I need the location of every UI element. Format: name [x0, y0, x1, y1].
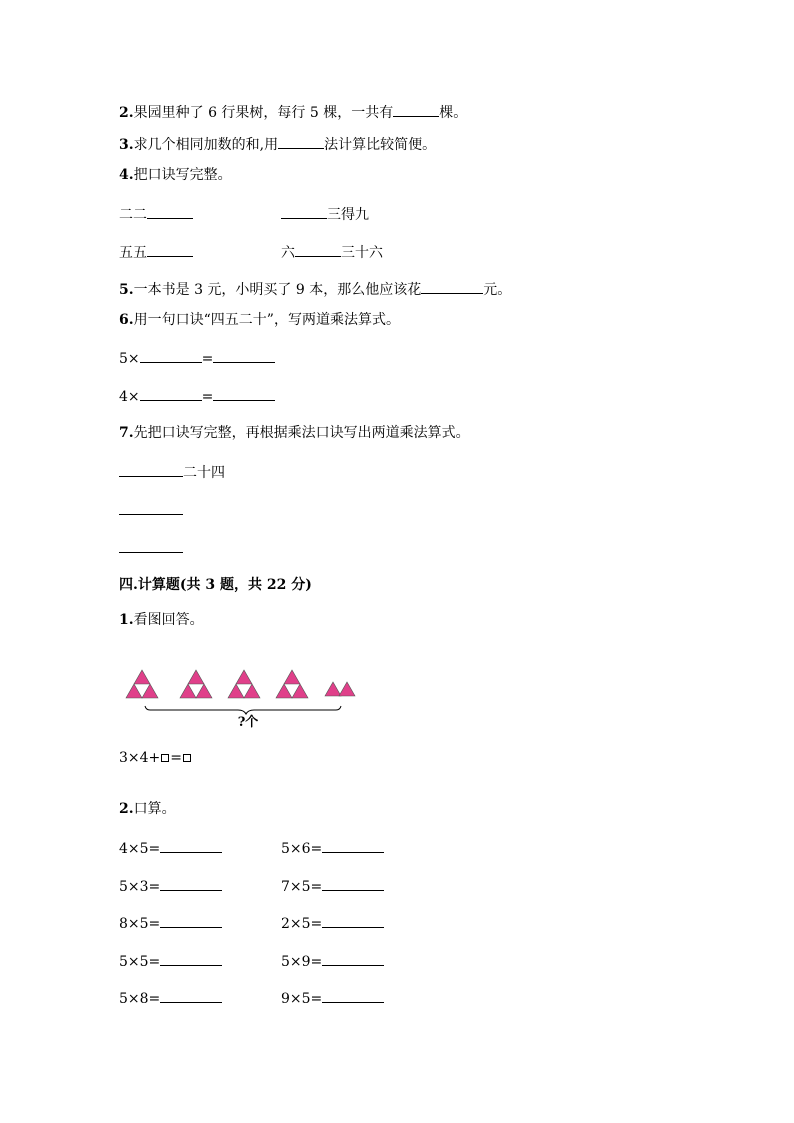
oral-calc-item: [119, 988, 222, 1008]
rhyme-row-2-right: [281, 242, 383, 262]
answer-blank[interactable]: [213, 386, 275, 401]
question-5: [119, 279, 511, 299]
brace-label: ?个: [237, 715, 259, 730]
answer-blank[interactable]: [119, 500, 183, 515]
rhyme-text: 三得九: [327, 207, 369, 223]
rhyme-fill-line: [119, 462, 225, 482]
calc-expression: 8×5=: [119, 916, 161, 932]
answer-blank[interactable]: [278, 134, 324, 149]
question-text: 口算。: [133, 801, 176, 817]
question-text: 法计算比较简便。: [324, 137, 437, 153]
calc-expression: 9×5=: [281, 991, 323, 1007]
question-7: [119, 424, 470, 442]
rhyme-row-1-left: [119, 204, 193, 224]
rhyme-row-2-left: [119, 242, 193, 262]
triangle-icon: [142, 684, 158, 698]
rhyme-text: 二二: [119, 207, 147, 223]
answer-blank[interactable]: [281, 204, 327, 219]
section-heading: 四.计算题(共 3 题，共 22 分): [119, 577, 312, 593]
triangle-figure: [118, 662, 358, 732]
question-number: 6.: [119, 312, 134, 328]
answer-blank[interactable]: [322, 876, 384, 891]
triangle-icon: [325, 682, 341, 696]
question-number: 2.: [119, 801, 134, 817]
triangle-icon: [276, 684, 292, 698]
triangle-icon: [126, 684, 142, 698]
question-text: 求几个相同加数的和,用: [133, 137, 279, 153]
equation-blank-line-2: [119, 538, 183, 558]
question-6: [119, 311, 400, 329]
calc-expression: 5×3=: [119, 878, 161, 895]
triangle-icon: [180, 684, 196, 698]
answer-blank[interactable]: [393, 102, 439, 117]
equation-line-2: [119, 386, 275, 406]
equals-sign: =: [201, 389, 214, 405]
answer-blank[interactable]: [322, 951, 384, 966]
question-number: 4.: [119, 167, 134, 183]
answer-blank[interactable]: [160, 913, 222, 928]
question-text: 先把口诀写完整，再根据乘法口诀写出两道乘法算式。: [133, 425, 470, 441]
expression-text: 3×4+: [119, 750, 161, 766]
question-number: 2.: [119, 105, 134, 121]
answer-blank[interactable]: [160, 988, 222, 1003]
oral-calc-item: [119, 951, 222, 971]
oral-calc-item: [281, 876, 384, 896]
oral-calc-item: [119, 876, 222, 896]
answer-box[interactable]: [183, 754, 191, 762]
calc-expression: 4×5=: [119, 841, 161, 857]
calc-expression: 2×5=: [281, 916, 323, 932]
calc-expression: 5×5=: [119, 953, 161, 970]
question-number: 7.: [119, 425, 134, 441]
answer-blank[interactable]: [140, 348, 202, 363]
triangle-groups: [126, 670, 355, 698]
answer-blank[interactable]: [119, 538, 183, 553]
rhyme-text: 五五: [119, 245, 147, 261]
equation-blank-line-1: [119, 500, 183, 520]
answer-blank[interactable]: [421, 279, 483, 294]
calc-question-1: [119, 611, 204, 629]
equation-text: 4×: [119, 389, 140, 405]
rhyme-text: 二十四: [183, 465, 225, 481]
calc-expression: 5×9=: [281, 953, 323, 970]
figure-expression: [119, 749, 192, 767]
calc-expression: 7×5=: [281, 878, 323, 895]
rhyme-text: 三十六: [341, 245, 383, 261]
oral-calc-item: [281, 951, 384, 971]
equals-sign: =: [201, 351, 214, 367]
question-4: [119, 166, 232, 184]
rhyme-text: 六: [281, 245, 295, 261]
brace: [145, 706, 341, 714]
equals-sign: =: [170, 750, 183, 766]
triangle-icon: [134, 670, 150, 684]
answer-blank[interactable]: [322, 913, 384, 928]
calc-expression: 5×8=: [119, 991, 161, 1007]
oral-calc-item: [281, 838, 384, 858]
answer-blank[interactable]: [295, 242, 341, 257]
answer-blank[interactable]: [213, 348, 275, 363]
answer-blank[interactable]: [160, 951, 222, 966]
answer-blank[interactable]: [147, 204, 193, 219]
triangle-icon: [236, 670, 252, 684]
triangle-icon: [188, 670, 204, 684]
oral-calc-item: [281, 988, 384, 1008]
question-text: 把口诀写完整。: [133, 167, 232, 183]
question-number: 5.: [119, 282, 134, 298]
question-text: 棵。: [439, 105, 468, 121]
question-3: [119, 134, 436, 154]
calc-question-2: [119, 800, 176, 818]
question-number: 3.: [119, 137, 134, 153]
question-text: 用一句口诀“四五二十”，写两道乘法算式。: [133, 312, 400, 328]
answer-blank[interactable]: [160, 876, 222, 891]
triangle-icon: [292, 684, 308, 698]
answer-blank[interactable]: [140, 386, 202, 401]
triangle-icon: [284, 670, 300, 684]
question-text: 看图回答。: [133, 612, 204, 628]
question-text: 果园里种了 6 行果树，每行 5 棵，一共有: [133, 105, 394, 121]
answer-blank[interactable]: [119, 462, 183, 477]
oral-calc-item: [281, 913, 384, 933]
answer-blank[interactable]: [147, 242, 193, 257]
triangle-icon: [228, 684, 244, 698]
answer-blank[interactable]: [160, 838, 222, 853]
rhyme-row-1-right: [281, 204, 369, 224]
question-text: 一本书是 3 元，小明买了 9 本，那么他应该花: [133, 282, 422, 298]
answer-blank[interactable]: [322, 838, 384, 853]
answer-blank[interactable]: [322, 988, 384, 1003]
oral-calc-item: [119, 838, 222, 858]
equation-line-1: [119, 348, 275, 368]
calc-expression: 5×6=: [281, 841, 323, 857]
triangle-icon: [339, 682, 355, 696]
triangle-icon: [244, 684, 260, 698]
question-text: 元。: [483, 282, 512, 298]
answer-box[interactable]: [161, 754, 169, 762]
question-2: [119, 102, 467, 122]
triangle-icon: [196, 684, 212, 698]
question-number: 1.: [119, 612, 134, 628]
equation-text: 5×: [119, 351, 140, 367]
oral-calc-item: [119, 913, 222, 933]
